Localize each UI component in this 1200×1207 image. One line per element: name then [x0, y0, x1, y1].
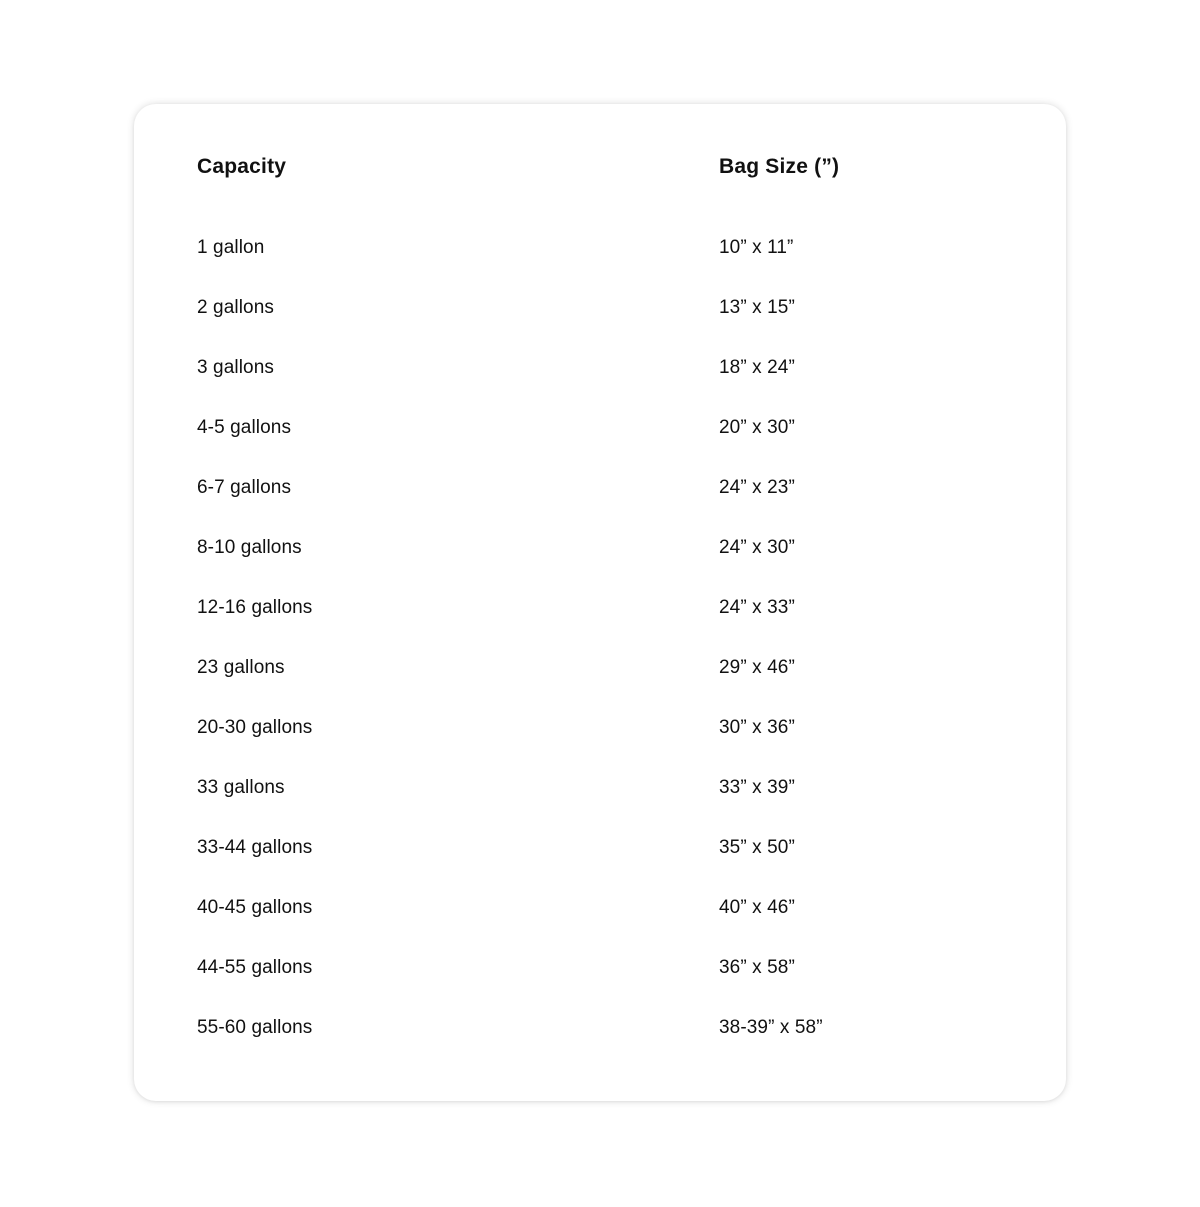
bag-size-cell: 36” x 58” — [719, 957, 795, 978]
table-row — [197, 458, 1003, 518]
capacity-cell: 2 gallons — [197, 297, 274, 318]
table-row — [197, 698, 1003, 758]
table-row — [197, 818, 1003, 878]
capacity-cell: 44-55 gallons — [197, 957, 313, 978]
capacity-cell: 12-16 gallons — [197, 597, 313, 618]
bag-size-cell: 13” x 15” — [719, 297, 795, 318]
capacity-column-header: Capacity — [197, 155, 287, 178]
bag-size-cell: 24” x 23” — [719, 477, 795, 498]
table-row — [197, 638, 1003, 698]
table-header-row — [197, 137, 1003, 197]
bag-size-cell: 29” x 46” — [719, 657, 795, 678]
table-row — [197, 998, 1003, 1058]
table-row — [197, 518, 1003, 578]
bag-size-cell: 38-39” x 58” — [719, 1017, 823, 1038]
table-row — [197, 338, 1003, 398]
table-row — [197, 578, 1003, 638]
capacity-cell: 6-7 gallons — [197, 477, 292, 498]
capacity-cell: 3 gallons — [197, 357, 274, 378]
bag-size-cell: 33” x 39” — [719, 777, 795, 798]
table-body — [197, 218, 1003, 1058]
capacity-cell: 20-30 gallons — [197, 717, 313, 738]
capacity-cell: 8-10 gallons — [197, 537, 302, 558]
table-row — [197, 278, 1003, 338]
table-row — [197, 758, 1003, 818]
bag-size-cell: 40” x 46” — [719, 897, 795, 918]
capacity-cell: 33-44 gallons — [197, 837, 313, 858]
size-chart-card — [134, 104, 1066, 1101]
capacity-cell: 23 gallons — [197, 657, 285, 678]
bag-size-cell: 18” x 24” — [719, 357, 795, 378]
capacity-cell: 4-5 gallons — [197, 417, 292, 438]
bag-size-cell: 30” x 36” — [719, 717, 795, 738]
capacity-cell: 40-45 gallons — [197, 897, 313, 918]
table-row — [197, 938, 1003, 998]
table-row — [197, 398, 1003, 458]
bag-size-cell: 24” x 33” — [719, 597, 795, 618]
capacity-cell: 55-60 gallons — [197, 1017, 313, 1038]
bag-size-cell: 20” x 30” — [719, 417, 795, 438]
capacity-cell: 33 gallons — [197, 777, 285, 798]
bag-size-cell: 24” x 30” — [719, 537, 795, 558]
table-row — [197, 878, 1003, 938]
capacity-cell: 1 gallon — [197, 237, 265, 258]
bag-size-cell: 35” x 50” — [719, 837, 795, 858]
table-row — [197, 218, 1003, 278]
bag-size-cell: 10” x 11” — [719, 237, 794, 258]
bag-size-column-header: Bag Size (”) — [719, 155, 840, 178]
size-chart-table — [197, 104, 1003, 1058]
